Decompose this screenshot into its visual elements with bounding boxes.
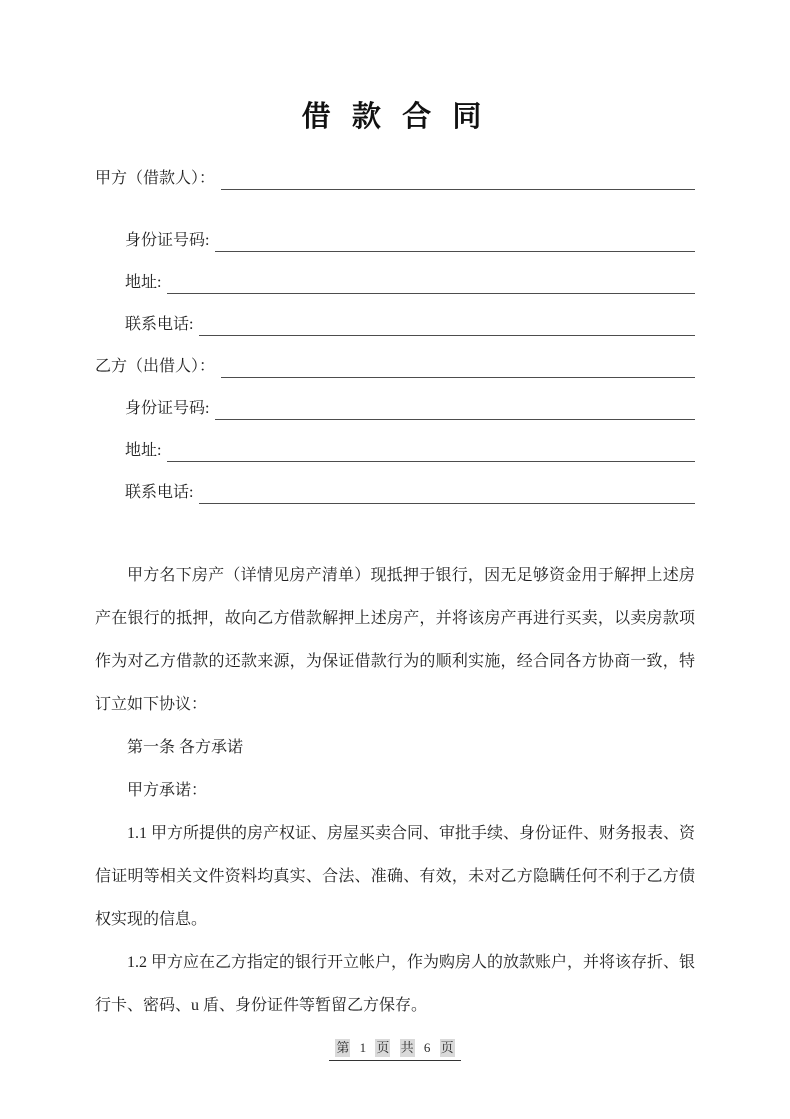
footer-text-ye-2: 页 [440,1040,454,1055]
id-number-a-blank[interactable] [215,225,695,252]
total-page-number: 6 [423,1040,431,1055]
clause-1-2: 1.2 甲方应在乙方指定的银行开立帐户，作为购房人的放款账户，并将该存折、银行卡、密码、u 盾、身份证件等暂留乙方保存。 [95,954,696,1014]
footer-text-ye-1: 页 [376,1040,390,1055]
party-b-label: 乙方（出借人）： [95,358,216,375]
field-row-phone-a [125,309,695,336]
party-b-blank[interactable] [221,351,695,378]
id-number-a-label: 身份证号码: [125,232,210,249]
preamble-paragraph: 甲方名下房产（详情见房产清单）现抵押于银行，因无足够资金用于解押上述房产在银行的抵押，故向乙方借款解押上述房产，并将该房产再进行买卖，以卖房款项作为对乙方借款的还款来源，为保证借款行为的顺利实施，经合同各方协商一致，特订立如下协议： [95,567,695,713]
page-footer [95,1039,695,1061]
footer-text-di: 第 [336,1040,350,1055]
clause-1-1: 1.1 甲方所提供的房产权证、房屋买卖合同、审批手续、身份证件、财务报表、资信证明等相关文件资料均真实、合法、准确、有效，未对乙方隐瞒任何不利于乙方债权实现的信息。 [95,825,696,928]
party-a-blank[interactable] [221,163,695,190]
id-number-b-blank[interactable] [215,393,695,420]
address-b-blank[interactable] [167,435,695,462]
footer-text-gong: 共 [400,1040,414,1055]
field-row-phone-b [125,477,695,504]
field-row-address-a [125,267,695,294]
id-number-b-label: 身份证号码: [125,400,210,417]
field-row-id-number-b [125,393,695,420]
contract-body [95,554,695,1027]
field-row-party-a [95,163,695,190]
document-title: 借 款 合 同 [301,101,489,133]
field-row-address-b [125,435,695,462]
field-row-party-b [95,351,695,378]
party-a-promise-heading: 甲方承诺： [127,782,208,799]
address-a-blank[interactable] [167,267,695,294]
address-b-label: 地址: [125,442,162,459]
party-info-section [95,163,695,504]
article-1-heading: 第一条 各方承诺 [127,739,244,756]
phone-a-label: 联系电话: [125,316,194,333]
phone-b-label: 联系电话: [125,484,194,501]
current-page-number: 1 [359,1040,367,1055]
field-row-id-number-a [125,225,695,252]
phone-b-blank[interactable] [199,477,695,504]
page-number-field [329,1039,460,1061]
phone-a-blank[interactable] [199,309,695,336]
party-a-label: 甲方（借款人）： [95,170,216,187]
address-a-label: 地址: [125,274,162,291]
